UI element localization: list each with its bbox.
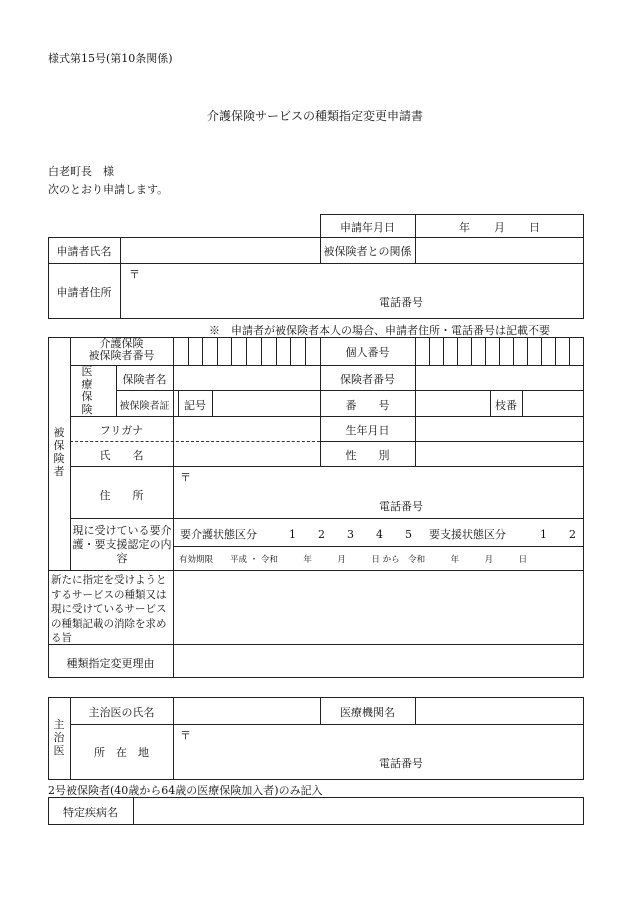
insurer-number-label: 保険者番号 <box>340 373 395 386</box>
change-reason-field[interactable] <box>174 645 583 677</box>
number-label: 番 号 <box>345 399 390 412</box>
postal-mark: 〒 <box>129 268 140 281</box>
branch-number-label: 枝番 <box>495 399 517 412</box>
day-label: 日 <box>529 221 540 234</box>
location-field[interactable] <box>174 725 583 779</box>
page-title: 介護保険サービスの種類指定変更申請書 <box>206 109 423 123</box>
support-level-options[interactable]: 1 2 <box>540 528 576 541</box>
insurer-name-field[interactable] <box>174 366 320 390</box>
postal-mark: 〒 <box>180 729 191 742</box>
specified-disease-field[interactable] <box>134 798 583 824</box>
number-field[interactable] <box>416 391 490 416</box>
applicant-address-label: 申請者住所 <box>56 286 112 299</box>
relationship-field[interactable] <box>416 238 583 263</box>
new-designation-label: 新たに指定を受けようとするサービスの種類又は現に受けているサービスの種類記載の消除を求める旨 <box>51 574 167 644</box>
support-level-label: 要支援状態区分 <box>429 528 506 541</box>
institution-name-field[interactable] <box>416 698 583 724</box>
insured-card-label: 被保険者証 <box>119 401 170 412</box>
furigana-label: フリガナ <box>99 424 144 437</box>
insured-number-label: 介護保険 被保険者番号 <box>88 337 155 362</box>
insured-person-label: 被保険者 <box>53 426 65 478</box>
location-label: 所 在 地 <box>94 746 149 759</box>
medical-insurance-label: 医療保険 <box>81 365 93 416</box>
type2-note: 2号被保険者(40歳から64歳の医療保険加入者)のみ記入 <box>48 784 323 797</box>
validity-period[interactable]: 有効期限 平成 ・ 令和 年 月 日 から 令和 年 月 日 <box>179 555 528 565</box>
postal-mark: 〒 <box>180 471 191 484</box>
sex-field[interactable] <box>416 442 583 466</box>
insured-number-field[interactable] <box>174 338 320 365</box>
new-designation-field[interactable] <box>174 571 583 644</box>
specified-disease-label: 特定疾病名 <box>63 806 118 819</box>
insurer-number-field[interactable] <box>416 366 583 390</box>
intro-text: 次のとおり申請します。 <box>48 183 169 196</box>
address-label: 住 所 <box>99 489 144 502</box>
birth-date-field[interactable] <box>416 417 583 441</box>
symbol-field[interactable] <box>213 391 320 416</box>
insurer-name-label: 保険者名 <box>122 373 167 386</box>
care-level-label: 要介護状態区分 <box>180 528 257 541</box>
month-label: 月 <box>494 221 505 234</box>
applicant-name-field[interactable] <box>121 238 320 263</box>
current-certification-label: 現に受けている要介護・要支援認定の内容 <box>72 524 172 565</box>
phone-label: 電話番号 <box>379 296 423 309</box>
application-date-label: 申請年月日 <box>340 221 395 234</box>
name-label: 氏 名 <box>99 449 144 462</box>
branch-number-field[interactable] <box>523 391 583 416</box>
year-label: 年 <box>459 221 470 234</box>
attending-physician-label: 主治医 <box>53 718 65 757</box>
personal-number-label: 個人番号 <box>345 346 390 359</box>
relationship-label: 被保険者との関係 <box>323 245 412 258</box>
applicant-address-field[interactable] <box>121 264 583 318</box>
birth-date-label: 生年月日 <box>345 424 390 437</box>
physician-name-label: 主治医の氏名 <box>88 706 155 719</box>
personal-number-field[interactable] <box>416 338 583 365</box>
note-text: ※ 申請者が被保険者本人の場合、申請者住所・電話番号は記載不要 <box>209 324 550 337</box>
form-number: 様式第15号(第10条関係) <box>48 52 173 65</box>
furigana-field[interactable] <box>174 417 320 441</box>
phone-label: 電話番号 <box>379 500 423 513</box>
sex-label: 性 別 <box>345 449 390 462</box>
change-reason-label: 種類指定変更理由 <box>66 657 155 670</box>
institution-name-label: 医療機関名 <box>340 706 395 719</box>
physician-name-field[interactable] <box>174 698 320 724</box>
name-field[interactable] <box>174 442 320 466</box>
address-field[interactable] <box>174 467 583 518</box>
care-level-options[interactable]: 1 2 3 4 5 <box>289 528 412 541</box>
phone-label: 電話番号 <box>379 757 423 770</box>
symbol-label: 記号 <box>184 399 206 412</box>
addressee: 白老町長 様 <box>48 165 114 178</box>
applicant-name-label: 申請者氏名 <box>56 245 112 258</box>
